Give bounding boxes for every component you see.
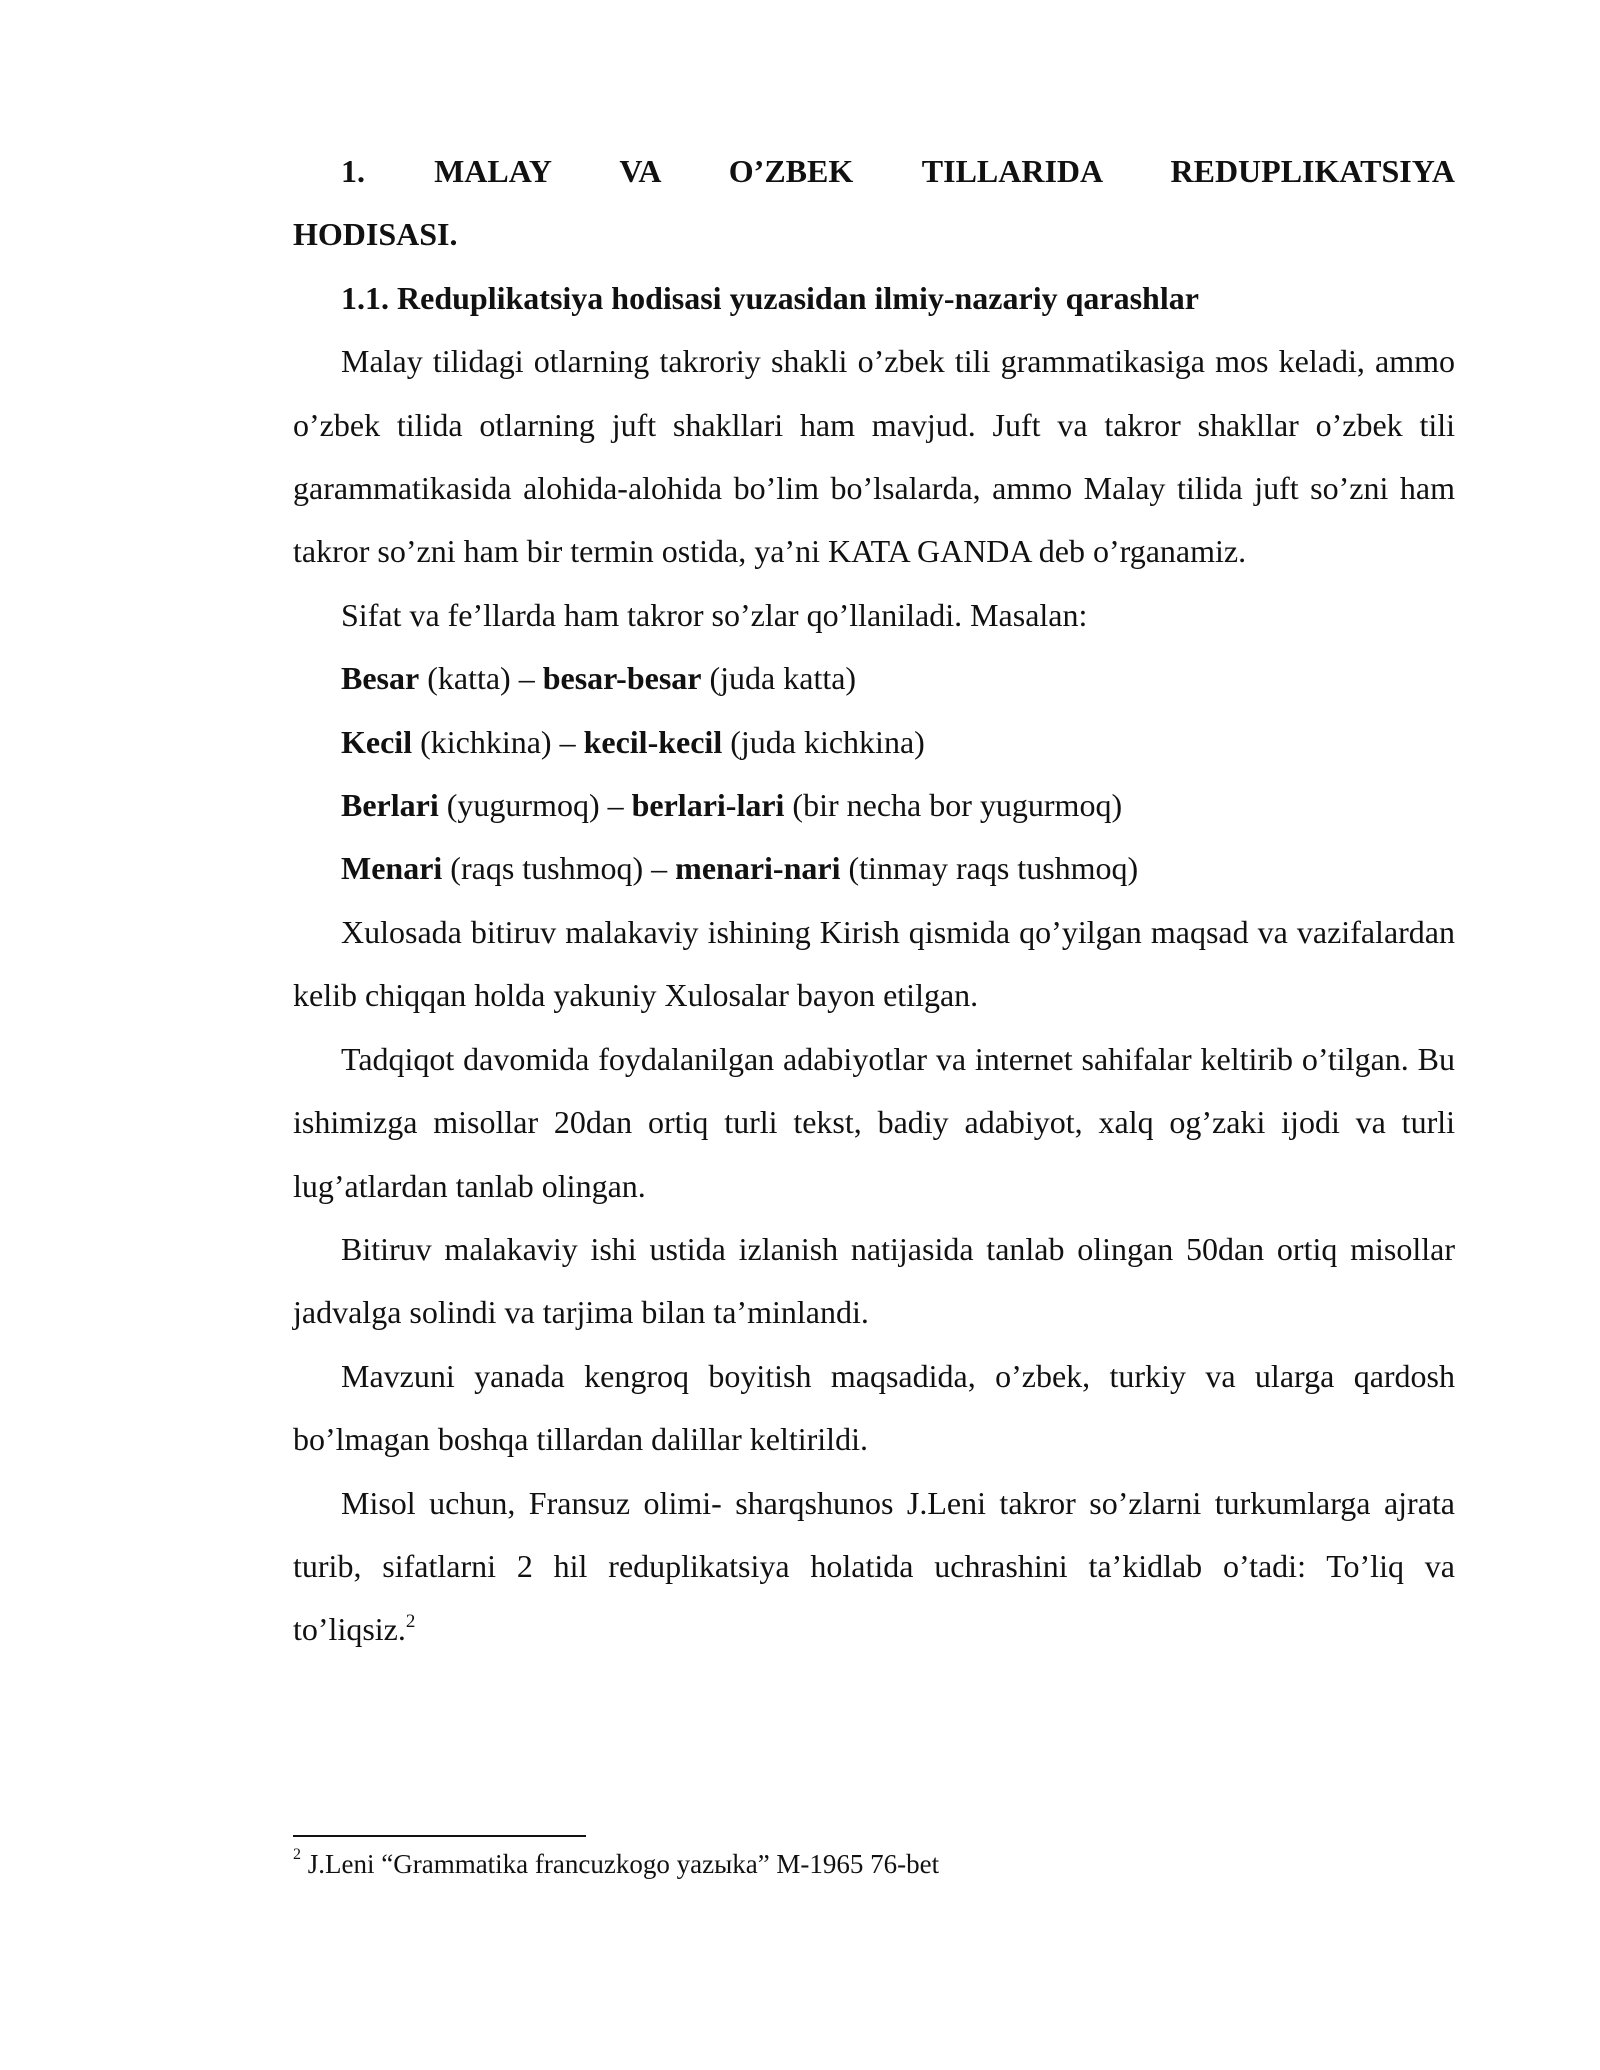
example-gloss: (yugurmoq) – bbox=[438, 787, 632, 824]
example-meaning: (juda katta) bbox=[701, 660, 857, 697]
chapter-heading-line-2: HODISASI. bbox=[293, 216, 458, 253]
footnote-reference[interactable]: 2 bbox=[405, 1610, 416, 1632]
example-reduplicated: berlari-lari bbox=[631, 787, 785, 824]
paragraph-conclusion-summary: Xulosada bitiruv malakaviy ishining Kirish qismida qo’yilgan maqsad va vazifalardan kelib chiqqan holda yakuniy Xulosalar bayon etilgan. bbox=[293, 913, 1455, 1014]
document-body bbox=[293, 140, 1455, 1662]
example-line-berlari bbox=[293, 774, 1455, 837]
footnote-text: J.Leni “Grammatika francuzkogo yazыka” M-1965 76-bet bbox=[301, 1849, 940, 1879]
footnote-number: 2 bbox=[293, 1846, 301, 1863]
chapter-heading-line-1: 1. MALAY VA O’ZBEK TILLARIDA REDUPLIKATSIYA bbox=[341, 153, 1455, 189]
example-line-menari bbox=[293, 837, 1455, 900]
example-reduplicated: menari-nari bbox=[675, 850, 841, 887]
example-gloss: (raqs tushmoq) – bbox=[442, 850, 676, 887]
paragraph-j-leni bbox=[293, 1472, 1455, 1662]
example-meaning: (bir necha bor yugurmoq) bbox=[784, 787, 1123, 824]
paragraph-examples-table: Bitiruv malakaviy ishi ustida izlanish natijasida tanlab olingan 50dan ortiq misollar jadvalga solindi va tarjima bilan ta’minlandi. bbox=[293, 1230, 1455, 1331]
example-word: Besar bbox=[341, 660, 420, 697]
example-word: Menari bbox=[341, 850, 443, 887]
example-word: Kecil bbox=[341, 723, 413, 760]
example-gloss: (katta) – bbox=[419, 660, 543, 697]
example-line-kecil bbox=[293, 711, 1455, 774]
example-gloss: (kichkina) – bbox=[412, 723, 584, 760]
paragraph-j-leni-text: Misol uchun, Fransuz olimi- sharqshunos J.Leni takror so’zlarni turkumlarga ajrata turib, sifatlarni 2 hil reduplikatsiya holatida uchrashini ta’kidlab o’tadi: To’liq va to’liqsiz. bbox=[293, 1484, 1455, 1648]
example-line-besar bbox=[293, 647, 1455, 710]
example-reduplicated: kecil-kecil bbox=[583, 723, 723, 760]
paragraph-examples-intro: Sifat va fe’llarda ham takror so’zlar qo’llaniladi. Masalan: bbox=[341, 596, 1088, 633]
footnote-separator bbox=[293, 1835, 586, 1837]
paragraph-malay-noun-reduplication: Malay tilidagi otlarning takroriy shakli o’zbek tili grammatikasiga mos keladi, ammo o’zbek tilida otlarning juft shakllari ham mavjud. Juft va takror shakllar o’zbek tili garammatikasida alohida-alohida bo’lim bo’lsalarda, ammo Malay tilida juft so’zni ham takror so’zni ham bir termin ostida, ya’ni KATA GANDA deb o’rganamiz. bbox=[293, 343, 1455, 570]
footnote bbox=[293, 1847, 1455, 1881]
example-word: Berlari bbox=[341, 787, 439, 824]
paragraph-sources: Tadqiqot davomida foydalanilgan adabiyotlar va internet sahifalar keltirib o’tilgan. Bu ishimizga misollar 20dan ortiq turli tekst, badiy adabiyot, xalq og’zaki ijodi va turli lug’atlardan tanlab olingan. bbox=[293, 1040, 1455, 1204]
example-meaning: (tinmay raqs tushmoq) bbox=[840, 850, 1139, 887]
section-subheading: 1.1. Reduplikatsiya hodisasi yuzasidan ilmiy-nazariy qarashlar bbox=[341, 279, 1199, 316]
example-reduplicated: besar-besar bbox=[542, 660, 702, 697]
paragraph-other-languages: Mavzuni yanada kengroq boyitish maqsadida, o’zbek, turkiy va ularga qardosh bo’lmagan boshqa tillardan dalillar keltirildi. bbox=[293, 1357, 1455, 1458]
example-meaning: (juda kichkina) bbox=[722, 723, 925, 760]
